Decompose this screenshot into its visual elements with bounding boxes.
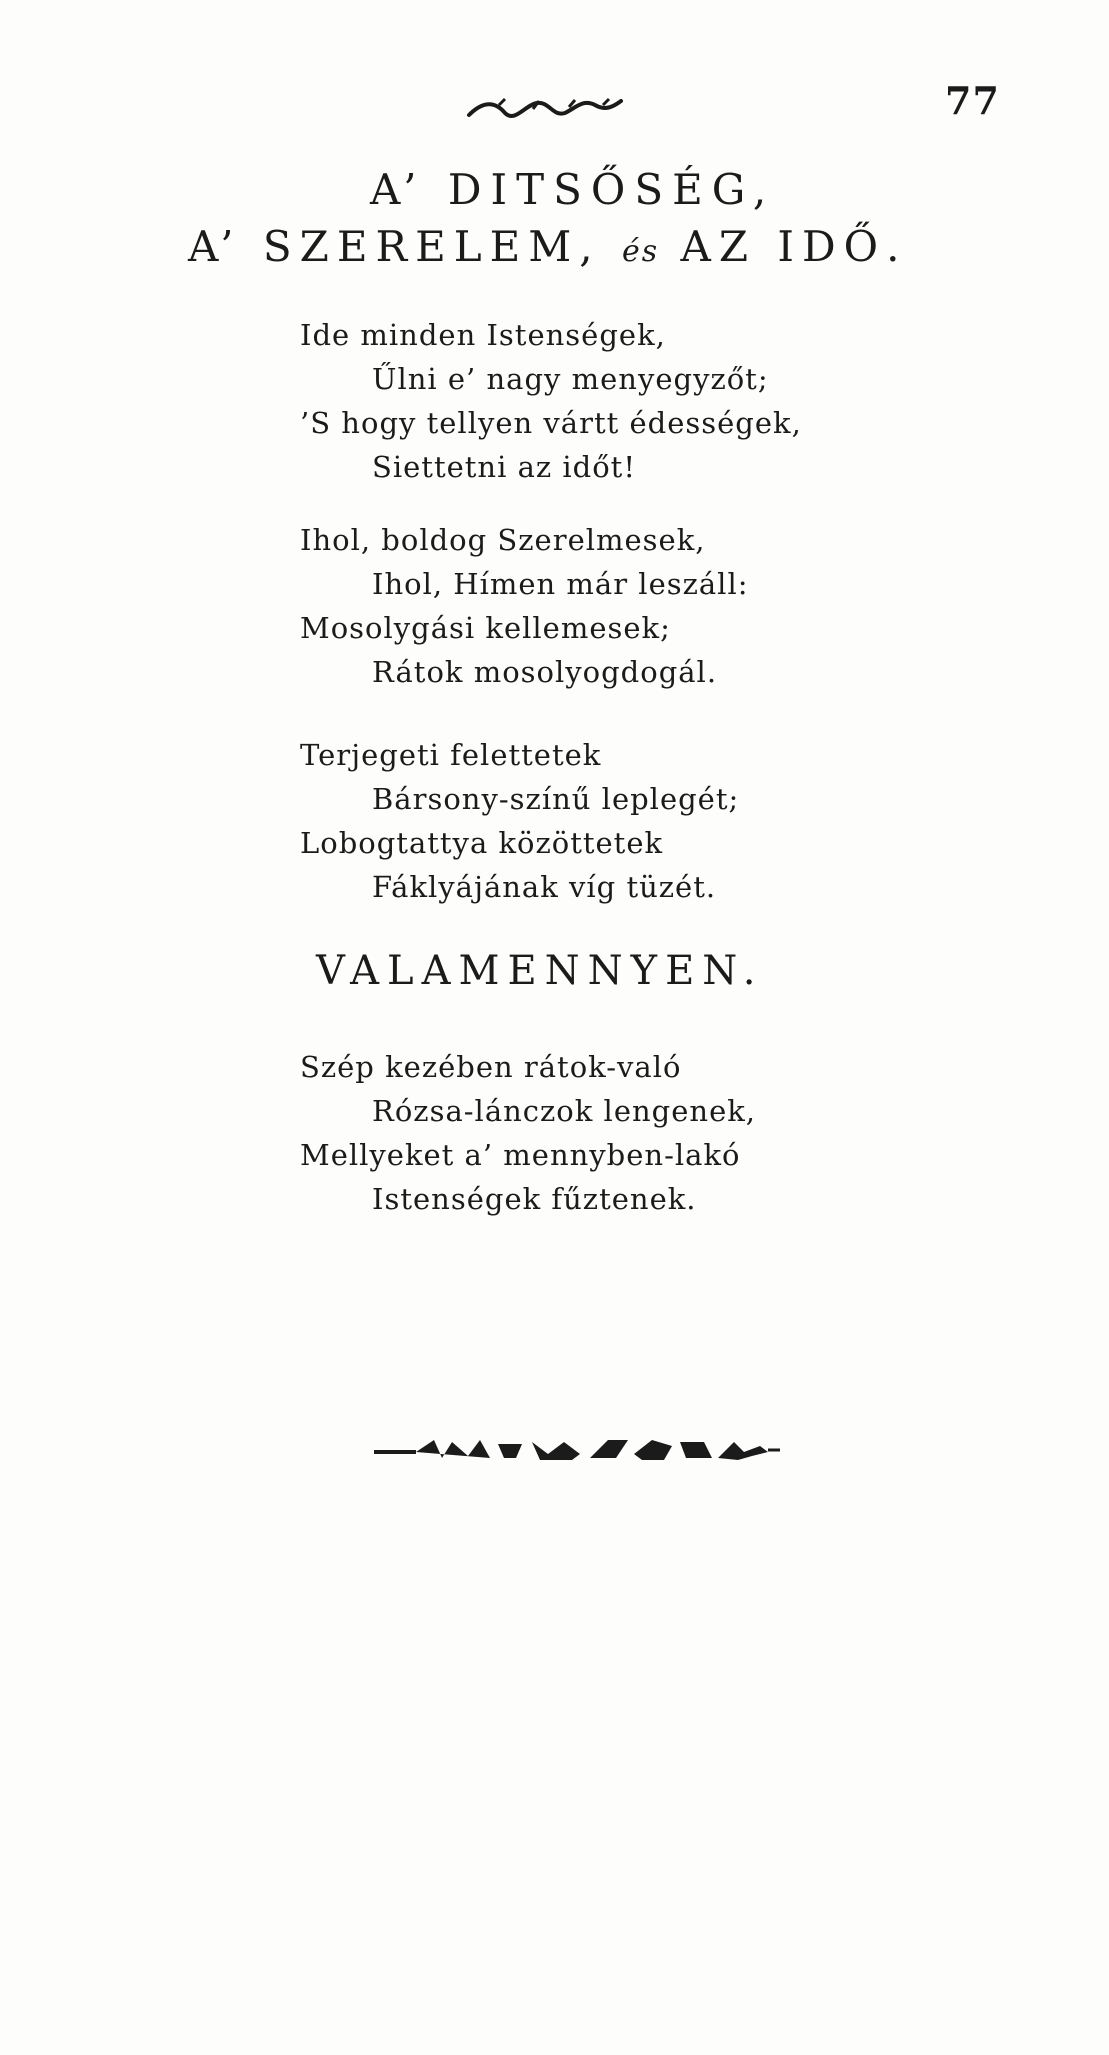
verse-line: Fáklyájának víg tüzét. (372, 870, 717, 904)
verse-line: Ihol, Hímen már leszáll: (372, 567, 749, 601)
chorus-heading: VALAMENNYEN. (316, 948, 764, 994)
poem-title-line-2 (188, 222, 907, 271)
title-part-es: és (622, 234, 660, 269)
verse-line: Ihol, boldog Szerelmesek, (300, 523, 706, 557)
stanza-3 (300, 733, 739, 909)
verse-line: Mosolygási kellemesek; (300, 611, 671, 645)
verse-line: ’S hogy tellyen vártt édességek, (300, 406, 802, 440)
title-part-az-ido: AZ IDŐ. (680, 222, 908, 271)
stanza-4 (300, 1045, 756, 1221)
verse-line: Szép kezében rátok-való (300, 1050, 682, 1084)
verse-line: Mellyeket a’ mennyben-lakó (300, 1138, 741, 1172)
verse-line: Rátok mosolyogdogál. (372, 655, 718, 689)
verse-line: Űlni e’ nagy menyegyzőt; (372, 362, 769, 396)
verse-line: Rózsa-lánczok lengenek, (372, 1094, 757, 1128)
tailpiece-ornament-icon (372, 1432, 782, 1466)
verse-line: Siettetni az időt! (372, 450, 636, 484)
verse-line: Istenségek fűztenek. (372, 1182, 697, 1216)
poem-title-line-1: A’ DITSŐSÉG, (370, 165, 776, 214)
verse-line: Ide minden Istenségek, (300, 318, 666, 352)
page-number: 77 (945, 78, 1000, 123)
stanza-2 (300, 518, 749, 694)
title-part-szerelem: A’ SZERELEM, (188, 222, 601, 271)
verse-line: Bársony-színű leplegét; (372, 782, 740, 816)
verse-line: Terjegeti felettetek (300, 738, 602, 772)
vine-ornament-icon (465, 95, 625, 125)
stanza-1 (300, 313, 802, 489)
verse-line: Lobogtattya közöttetek (300, 826, 664, 860)
